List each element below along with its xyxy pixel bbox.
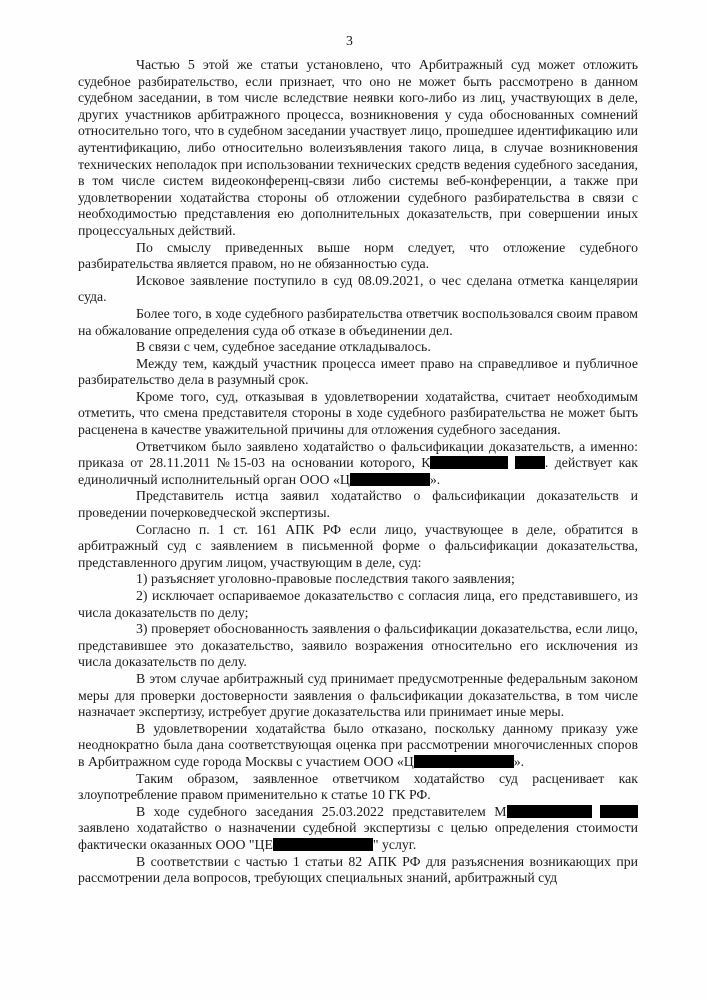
paragraph: Ответчиком было заявлено ходатайство о фальсификации доказательств, а именно: приказа от 28.11.2011 №15-03 на основании которого, К . действует как единоличный исполнительный орган ООО «Ц ». bbox=[78, 438, 638, 487]
paragraph: Согласно п. 1 ст. 161 АПК РФ если лицо, участвующее в деле, обратится в арбитражный суд с заявлением в письменной форме о фальсификации доказательства, представленного другим лицом, участвующим в деле, суд: bbox=[78, 521, 638, 570]
paragraph: В ходе судебного заседания 25.03.2022 представителем М заявлено ходатайство о назначении судебной экспертизы с целью определения стоимости фактически оказанных ООО "ЦЕ " услуг. bbox=[78, 803, 638, 852]
paragraph: Частью 5 этой же статьи установлено, что Арбитражный суд может отложить судебное разбирательство, если признает, что оно не может быть рассмотрено в данном судебном заседании, в том числе вследствие неявки кого-либо из лиц, участвующих в деле, других участников арбитражного процесса, возникновения у суда обоснованных сомнений относительно того, что в судебном заседании участвует лицо, прошедшее идентификацию или аутентификацию, либо относительно волеизъявления такого лица, в случае возникновения технических неполадок при использовании технических средств ведения судебного заседания, в том числе систем видеоконференц-связи либо системы веб-конференции, а также при удовлетворении ходатайства стороны об отложении судебного разбирательства в связи с необходимостью представления ею дополнительных доказательств, при совершении иных процессуальных действий. bbox=[78, 57, 638, 238]
redaction-box bbox=[350, 473, 430, 486]
paragraph: Кроме того, суд, отказывая в удовлетворении ходатайства, считает необходимым отметить, что смена представителя стороны в ходе судебного разбирательства не может быть расценена в качестве уважительной причины для отложения судебного заседания. bbox=[78, 388, 638, 438]
redaction-box bbox=[414, 755, 514, 768]
paragraph: 1) разъясняет уголовно-правовые последствия такого заявления; bbox=[136, 571, 515, 587]
paragraph: В удовлетворении ходатайства было отказано, поскольку данному приказу уже неоднократно была дана соответствующая оценка при рассмотрении многочисленных споров в Арбитражном суде города Москвы с участием ООО «Ц ». bbox=[78, 720, 638, 769]
paragraph: В соответствии с частью 1 статьи 82 АПК РФ для разъяснения возникающих при рассмотрении дела вопросов, требующих специальных знаний, арбитражный суд bbox=[78, 853, 638, 886]
paragraph: Исковое заявление поступило в суд 08.09.2021, о чес сделана отметка канцелярии суда. bbox=[78, 272, 638, 305]
paragraph: Представитель истца заявил ходатайство о фальсификации доказательств и проведении почерковедческой экспертизы. bbox=[78, 488, 638, 521]
paragraph: Между тем, каждый участник процесса имеет право на справедливое и публичное разбирательство дела в разумный срок. bbox=[78, 355, 638, 388]
redaction-box bbox=[273, 838, 373, 851]
paragraph: Таким образом, заявленное ответчиком ходатайство суд расценивает как злоупотребление правом применительно к статье 10 ГК РФ. bbox=[78, 770, 638, 803]
redaction-box bbox=[507, 805, 592, 818]
redaction-box bbox=[515, 456, 545, 469]
paragraph: В этом случае арбитражный суд принимает предусмотренные федеральным законом меры для проверки достоверности заявления о фальсификации доказательства, в том числе назначает экспертизу, истребует другие доказательства или принимает иные меры. bbox=[78, 670, 638, 720]
paragraph: Более того, в ходе судебного разбирательства ответчик воспользовался своим правом на обжалование определения суда об отказе в объединении дел. bbox=[78, 305, 638, 338]
paragraph: По смыслу приведенных выше норм следует, что отложение судебного разбирательства является правом, но не обязанностью суда. bbox=[78, 239, 638, 272]
paragraph: 3) проверяет обоснованность заявления о фальсификации доказательства, если лицо, представившее это доказательство, заявило возражения относительно его исключения из числа доказательств по делу. bbox=[78, 621, 638, 670]
redaction-box bbox=[430, 456, 508, 469]
paragraph: 2) исключает оспариваемое доказательство с согласия лица, его представившего, из числа доказательств по делу; bbox=[78, 588, 638, 620]
paragraph: В связи с чем, судебное заседание откладывалось. bbox=[136, 339, 431, 355]
document-body bbox=[78, 57, 638, 887]
page-number: 3 bbox=[346, 33, 353, 48]
redaction-box bbox=[600, 805, 638, 818]
